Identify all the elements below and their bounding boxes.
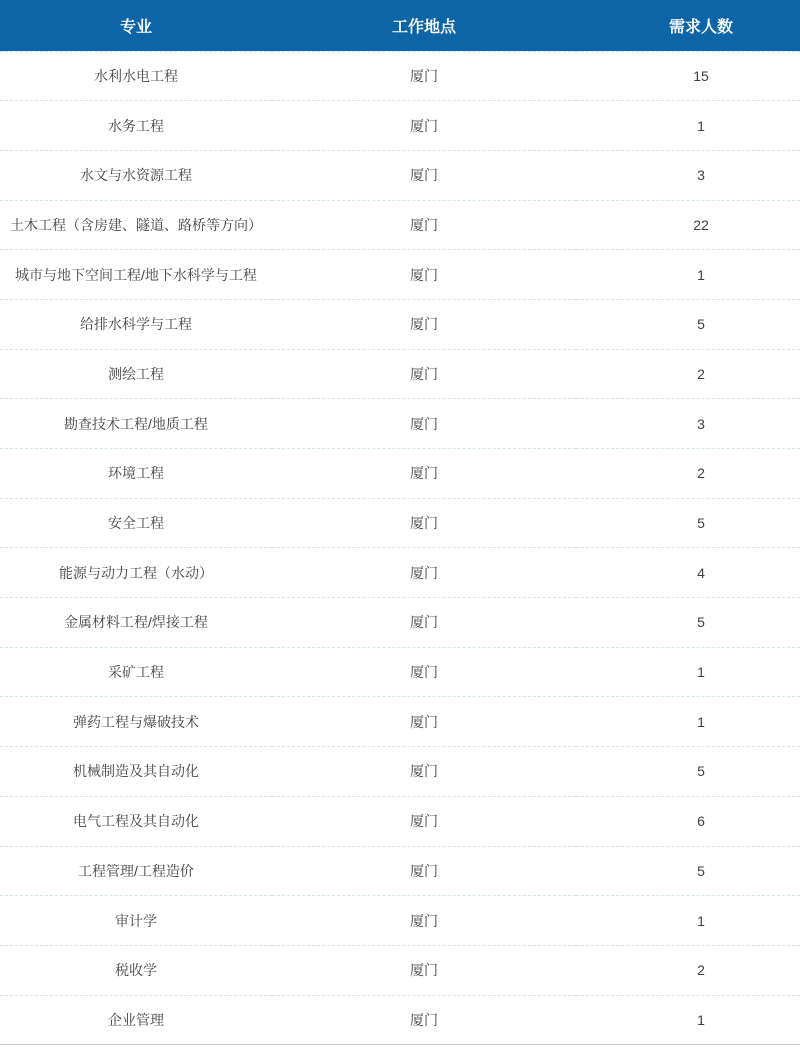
location-cell: 厦门 — [272, 598, 576, 648]
table-row — [0, 349, 800, 399]
count-cell: 5 — [576, 299, 800, 349]
table-row — [0, 200, 800, 250]
count-cell: 15 — [576, 51, 800, 101]
major-cell: 机械制造及其自动化 — [0, 747, 272, 797]
table-row — [0, 945, 800, 995]
count-cell: 6 — [576, 796, 800, 846]
count-cell: 5 — [576, 846, 800, 896]
major-cell: 土木工程（含房建、隧道、路桥等方向） — [0, 200, 272, 250]
major-cell: 企业管理 — [0, 995, 272, 1045]
table-row — [0, 150, 800, 200]
count-cell: 22 — [576, 200, 800, 250]
location-cell: 厦门 — [272, 51, 576, 101]
count-cell: 2 — [576, 449, 800, 499]
table-row — [0, 101, 800, 151]
major-cell: 能源与动力工程（水动） — [0, 548, 272, 598]
location-cell: 厦门 — [272, 349, 576, 399]
table-header — [0, 0, 800, 51]
table-row — [0, 449, 800, 499]
column-header-major: 专业 — [0, 0, 272, 51]
major-cell: 测绘工程 — [0, 349, 272, 399]
location-cell: 厦门 — [272, 647, 576, 697]
major-cell: 水利水电工程 — [0, 51, 272, 101]
table-row — [0, 498, 800, 548]
table-row — [0, 747, 800, 797]
major-cell: 审计学 — [0, 896, 272, 946]
major-cell: 电气工程及其自动化 — [0, 796, 272, 846]
location-cell: 厦门 — [272, 697, 576, 747]
count-cell: 1 — [576, 995, 800, 1045]
location-cell: 厦门 — [272, 399, 576, 449]
location-cell: 厦门 — [272, 796, 576, 846]
count-cell: 1 — [576, 896, 800, 946]
table-row — [0, 796, 800, 846]
count-cell: 3 — [576, 399, 800, 449]
count-cell: 1 — [576, 697, 800, 747]
location-cell: 厦门 — [272, 747, 576, 797]
major-cell: 给排水科学与工程 — [0, 299, 272, 349]
table-row — [0, 598, 800, 648]
location-cell: 厦门 — [272, 498, 576, 548]
location-cell: 厦门 — [272, 200, 576, 250]
major-cell: 环境工程 — [0, 449, 272, 499]
major-cell: 城市与地下空间工程/地下水科学与工程 — [0, 250, 272, 300]
location-cell: 厦门 — [272, 250, 576, 300]
location-cell: 厦门 — [272, 150, 576, 200]
count-cell: 5 — [576, 498, 800, 548]
location-cell: 厦门 — [272, 846, 576, 896]
major-cell: 水文与水资源工程 — [0, 150, 272, 200]
major-cell: 工程管理/工程造价 — [0, 846, 272, 896]
count-cell: 3 — [576, 150, 800, 200]
location-cell: 厦门 — [272, 945, 576, 995]
count-cell: 5 — [576, 598, 800, 648]
location-cell: 厦门 — [272, 449, 576, 499]
table-header-row — [0, 0, 800, 51]
table-row — [0, 548, 800, 598]
table-row — [0, 846, 800, 896]
table-row — [0, 647, 800, 697]
table-row — [0, 896, 800, 946]
table-row — [0, 299, 800, 349]
location-cell: 厦门 — [272, 896, 576, 946]
count-cell: 2 — [576, 349, 800, 399]
major-cell: 勘查技术工程/地质工程 — [0, 399, 272, 449]
location-cell: 厦门 — [272, 299, 576, 349]
major-cell: 水务工程 — [0, 101, 272, 151]
count-cell: 1 — [576, 250, 800, 300]
location-cell: 厦门 — [272, 548, 576, 598]
count-cell: 5 — [576, 747, 800, 797]
column-header-count: 需求人数 — [576, 0, 800, 51]
count-cell: 1 — [576, 647, 800, 697]
table-row — [0, 995, 800, 1045]
major-cell: 采矿工程 — [0, 647, 272, 697]
table-row — [0, 399, 800, 449]
location-cell: 厦门 — [272, 995, 576, 1045]
major-cell: 安全工程 — [0, 498, 272, 548]
major-cell: 弹药工程与爆破技术 — [0, 697, 272, 747]
count-cell: 4 — [576, 548, 800, 598]
count-cell: 1 — [576, 101, 800, 151]
table-row — [0, 697, 800, 747]
count-cell: 2 — [576, 945, 800, 995]
major-cell: 税收学 — [0, 945, 272, 995]
major-cell: 金属材料工程/焊接工程 — [0, 598, 272, 648]
column-header-location: 工作地点 — [272, 0, 576, 51]
table-row — [0, 250, 800, 300]
table-row — [0, 51, 800, 101]
table-body — [0, 51, 800, 1045]
location-cell: 厦门 — [272, 101, 576, 151]
